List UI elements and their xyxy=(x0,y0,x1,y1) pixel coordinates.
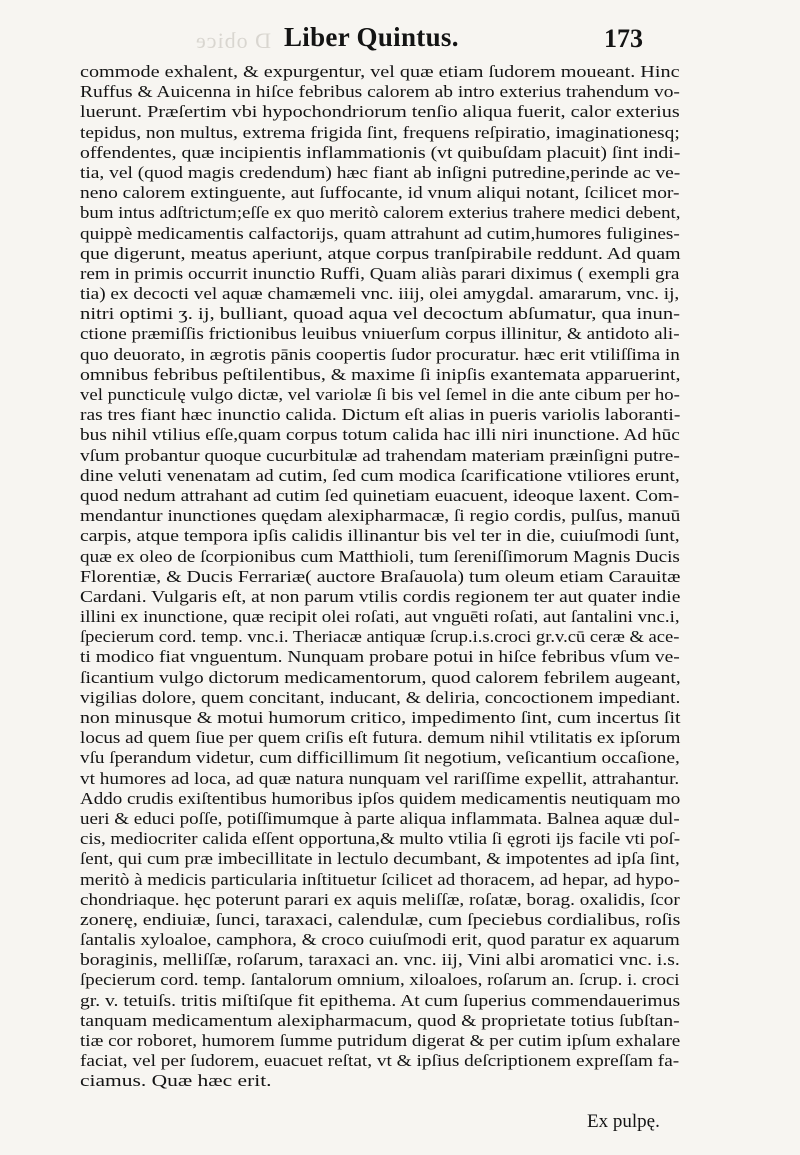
bleed-through-text: D obice xyxy=(195,28,272,53)
text-line: quod nedum attrahant ad cutim ſed quinetiam euacuent, ideoque laxent. Com- xyxy=(80,485,680,505)
text-line: ueri & educi poſſe, potiſſimumque à parte aliqua inflammata. Balnea aquæ dul- xyxy=(80,808,680,828)
text-line: offendentes, quæ incipientis inflammationis (vt quibuſdam placuit) ſint indi- xyxy=(80,142,681,162)
text-line: Addo crudis exiſtentibus humoribus ipſos quidem medicamentis neutiquam mo xyxy=(80,788,681,808)
text-line: Cardani. Vulgaris eſt, at non parum vtilis cordis regionem ter aut quater indie xyxy=(80,586,681,606)
text-line: illini ex inunctione, quæ recipit olei roſati, aut vnguēti roſati, aut ſantalini vnc.i, xyxy=(80,607,680,627)
text-line: Florentiæ, & Ducis Ferrariæ( auctore Braſauola) tum oleum etiam Carauitæ xyxy=(80,566,681,586)
text-line: luerunt. Præſertim vbi hypochondriorum tenſio aliqua fuerit, calor exterius xyxy=(80,102,680,122)
text-line: mendantur inunctiones quędam alexipharmacæ, ſi regio cordis, pulſus, manuū xyxy=(80,506,681,526)
text-line: ti modico fiat vnguentum. Nunquam probare potui in hiſce febribus vſum ve- xyxy=(80,647,680,667)
text-line: ſantalis xyloaloe, camphora, & croco cuiuſmodi erit, quod paratur ex aquarum xyxy=(80,930,680,950)
text-line: tiæ cor roboret, humorem ſumme putridum digerat & per cutim ipſum exhalare xyxy=(80,1031,681,1050)
text-line: gr. v. tetuiſs. tritis miſtiſque fit epithema. At cum ſuperius commendauerimus xyxy=(80,990,681,1010)
text-line: Ruffus & Auicenna in hiſce febribus calorem ab intro exterius trahendum vo- xyxy=(80,82,680,102)
text-line: tepidus, non multus, extrema frigida ſint, frequens reſpiratio, imaginationesq; xyxy=(80,122,680,142)
text-line: bum intus adſtrictum;eſſe ex quo meritò calorem exterius trahere medici debent, xyxy=(80,203,681,223)
text-line: locus ad quem ſiue per quem criſis eſt futura. demum nihil vtilitatis ex ipſorum xyxy=(80,728,681,748)
text-line: bus nihil vtilius eſſe,quam corpus totum calida hac illi niri inunctione. Ad hūc xyxy=(80,425,680,445)
text-line: dine veluti venenatam ad cutim, ſed cum modica ſcarificatione vtiliores erunt, xyxy=(80,465,680,485)
text-line: vigilias dolore, quem concitant, inducant, & deliria, concoctionem impediant. xyxy=(80,687,681,707)
text-line: vel puncticulę vulgo dictæ, vel variolæ ſi bis vel ſemel in die ante cibum per ho- xyxy=(80,385,680,404)
text-line: tanquam medicamentum alexipharmacum, quod & proprietate totius ſubſtan- xyxy=(80,1010,680,1030)
text-line: tia) ex decocti vel aquæ chamæmeli vnc. iiij, olei amygdal. amararum, vnc. ij, xyxy=(80,284,680,304)
text-line: vt humores ad loca, ad quæ natura nunquam vel rariſſime expellit, attrahantur. xyxy=(80,768,680,788)
catchword: Ex pulpę. xyxy=(587,1111,660,1132)
text-line: boraginis, melliſſæ, roſarum, taraxaci an. vnc. iij, Vini albi aromatici vnc. i.s. xyxy=(80,950,680,970)
body-text xyxy=(80,62,680,1092)
text-line: ras tres fiant hæc inunctio calida. Dictum eſt alias in pueris variolis laboranti- xyxy=(80,405,681,425)
page-header xyxy=(0,14,800,54)
text-line: vſum probantur quoque cucurbitulæ ad trahendam materiam præinſigni putre- xyxy=(80,445,680,465)
text-line: tia, vel (quod magis credendum) hæc fiant ab inſigni putredine,perinde ac ve- xyxy=(80,162,681,182)
text-line: ſent, qui cum præ imbecillitate in lectulo decumbant, & impotentes ad ipſa ſint, xyxy=(80,849,680,869)
text-line: cis, mediocriter calida eſſent opportuna,& multo vtilia ſi ęgroti ijs facile vti poſ- xyxy=(80,829,681,849)
text-line: ſpecierum cord. temp. ſantalorum omnium, xiloaloes, roſarum an. ſcrup. i. croci xyxy=(80,970,680,990)
text-line: ſpecierum cord. temp. vnc.i. Theriacæ antiquæ ſcrup.i.s.croci gr.v.cū ceræ & ace- xyxy=(80,627,680,647)
running-title: Liber Quintus. xyxy=(284,22,459,52)
text-line: non minusque & motui humorum critico, impedimento ſint, cum incertus ſit xyxy=(80,708,681,727)
text-line: quæ ex oleo de ſcorpionibus cum Matthioli, tum ſereniſſimorum Magnis Ducis xyxy=(80,546,680,566)
text-line: rem in primis occurrit inunctio Ruffi, Quam aliàs parari diximus ( exempli gra xyxy=(80,263,680,283)
text-line: meritò à medicis particularia inſtituetur ſcilicet ad thoracem, ad hepar, ad hypo- xyxy=(80,869,680,889)
text-line: quo deuorato, in ægrotis pānis coopertis ſudor procuratur. hæc erit vtiliſſima in xyxy=(80,344,680,364)
text-line: quippè medicamentis calfactorijs, quam attrahunt ad cutim,humores fuligines- xyxy=(80,223,680,243)
page-number: 173 xyxy=(604,24,643,53)
text-line: carpis, atque tempora ipſis calidis illinantur bis vel ter in die, cuiuſmodi ſunt, xyxy=(80,526,680,546)
text-line: ciamus. Quæ hæc erit. xyxy=(80,1071,272,1091)
text-line: ctione præmiſſis frictionibus leuibus vniuerſum corpus illinitur, & antidoto ali- xyxy=(80,324,680,344)
text-line: nitri optimi ʒ. ij, bulliant, quoad aqua vel decoctum abſumatur, qua inun- xyxy=(80,304,681,324)
text-line: neno calorem extinguente, aut ſuffocante, id vnum aliqui notant, ſcilicet mor- xyxy=(80,183,680,203)
text-line: omnibus febribus peſtilentibus, & maxime ſi inipſis exantemata apparuerint, xyxy=(80,364,681,384)
text-line: commode exhalent, & expurgentur, vel quæ etiam ſudorem moueant. Hinc xyxy=(80,62,680,81)
text-line: que digerunt, meatus aperiunt, atque corpus tranſpirabile reddunt. Ad quam xyxy=(80,243,681,263)
text-line: zonerę, endiuiæ, ſunci, taraxaci, calendulæ, cum ſpeciebus cordialibus, roſis xyxy=(80,909,681,929)
text-line: vſu ſperandum videtur, cum difficillimum ſit negotium, veſicantium occaſione, xyxy=(80,748,680,768)
text-line: faciat, vel per ſudorem, euacuet reſtat, vt & ipſius deſcriptionem expreſſam fa- xyxy=(80,1051,680,1071)
text-line: ſicantium vulgo dictorum medicamentorum, quod calorem febrilem augeant, xyxy=(80,667,681,687)
text-line: chondriaque. hęc poterunt parari ex aquis meliſſæ, roſatæ, borag. oxalidis, ſcor xyxy=(80,889,680,909)
